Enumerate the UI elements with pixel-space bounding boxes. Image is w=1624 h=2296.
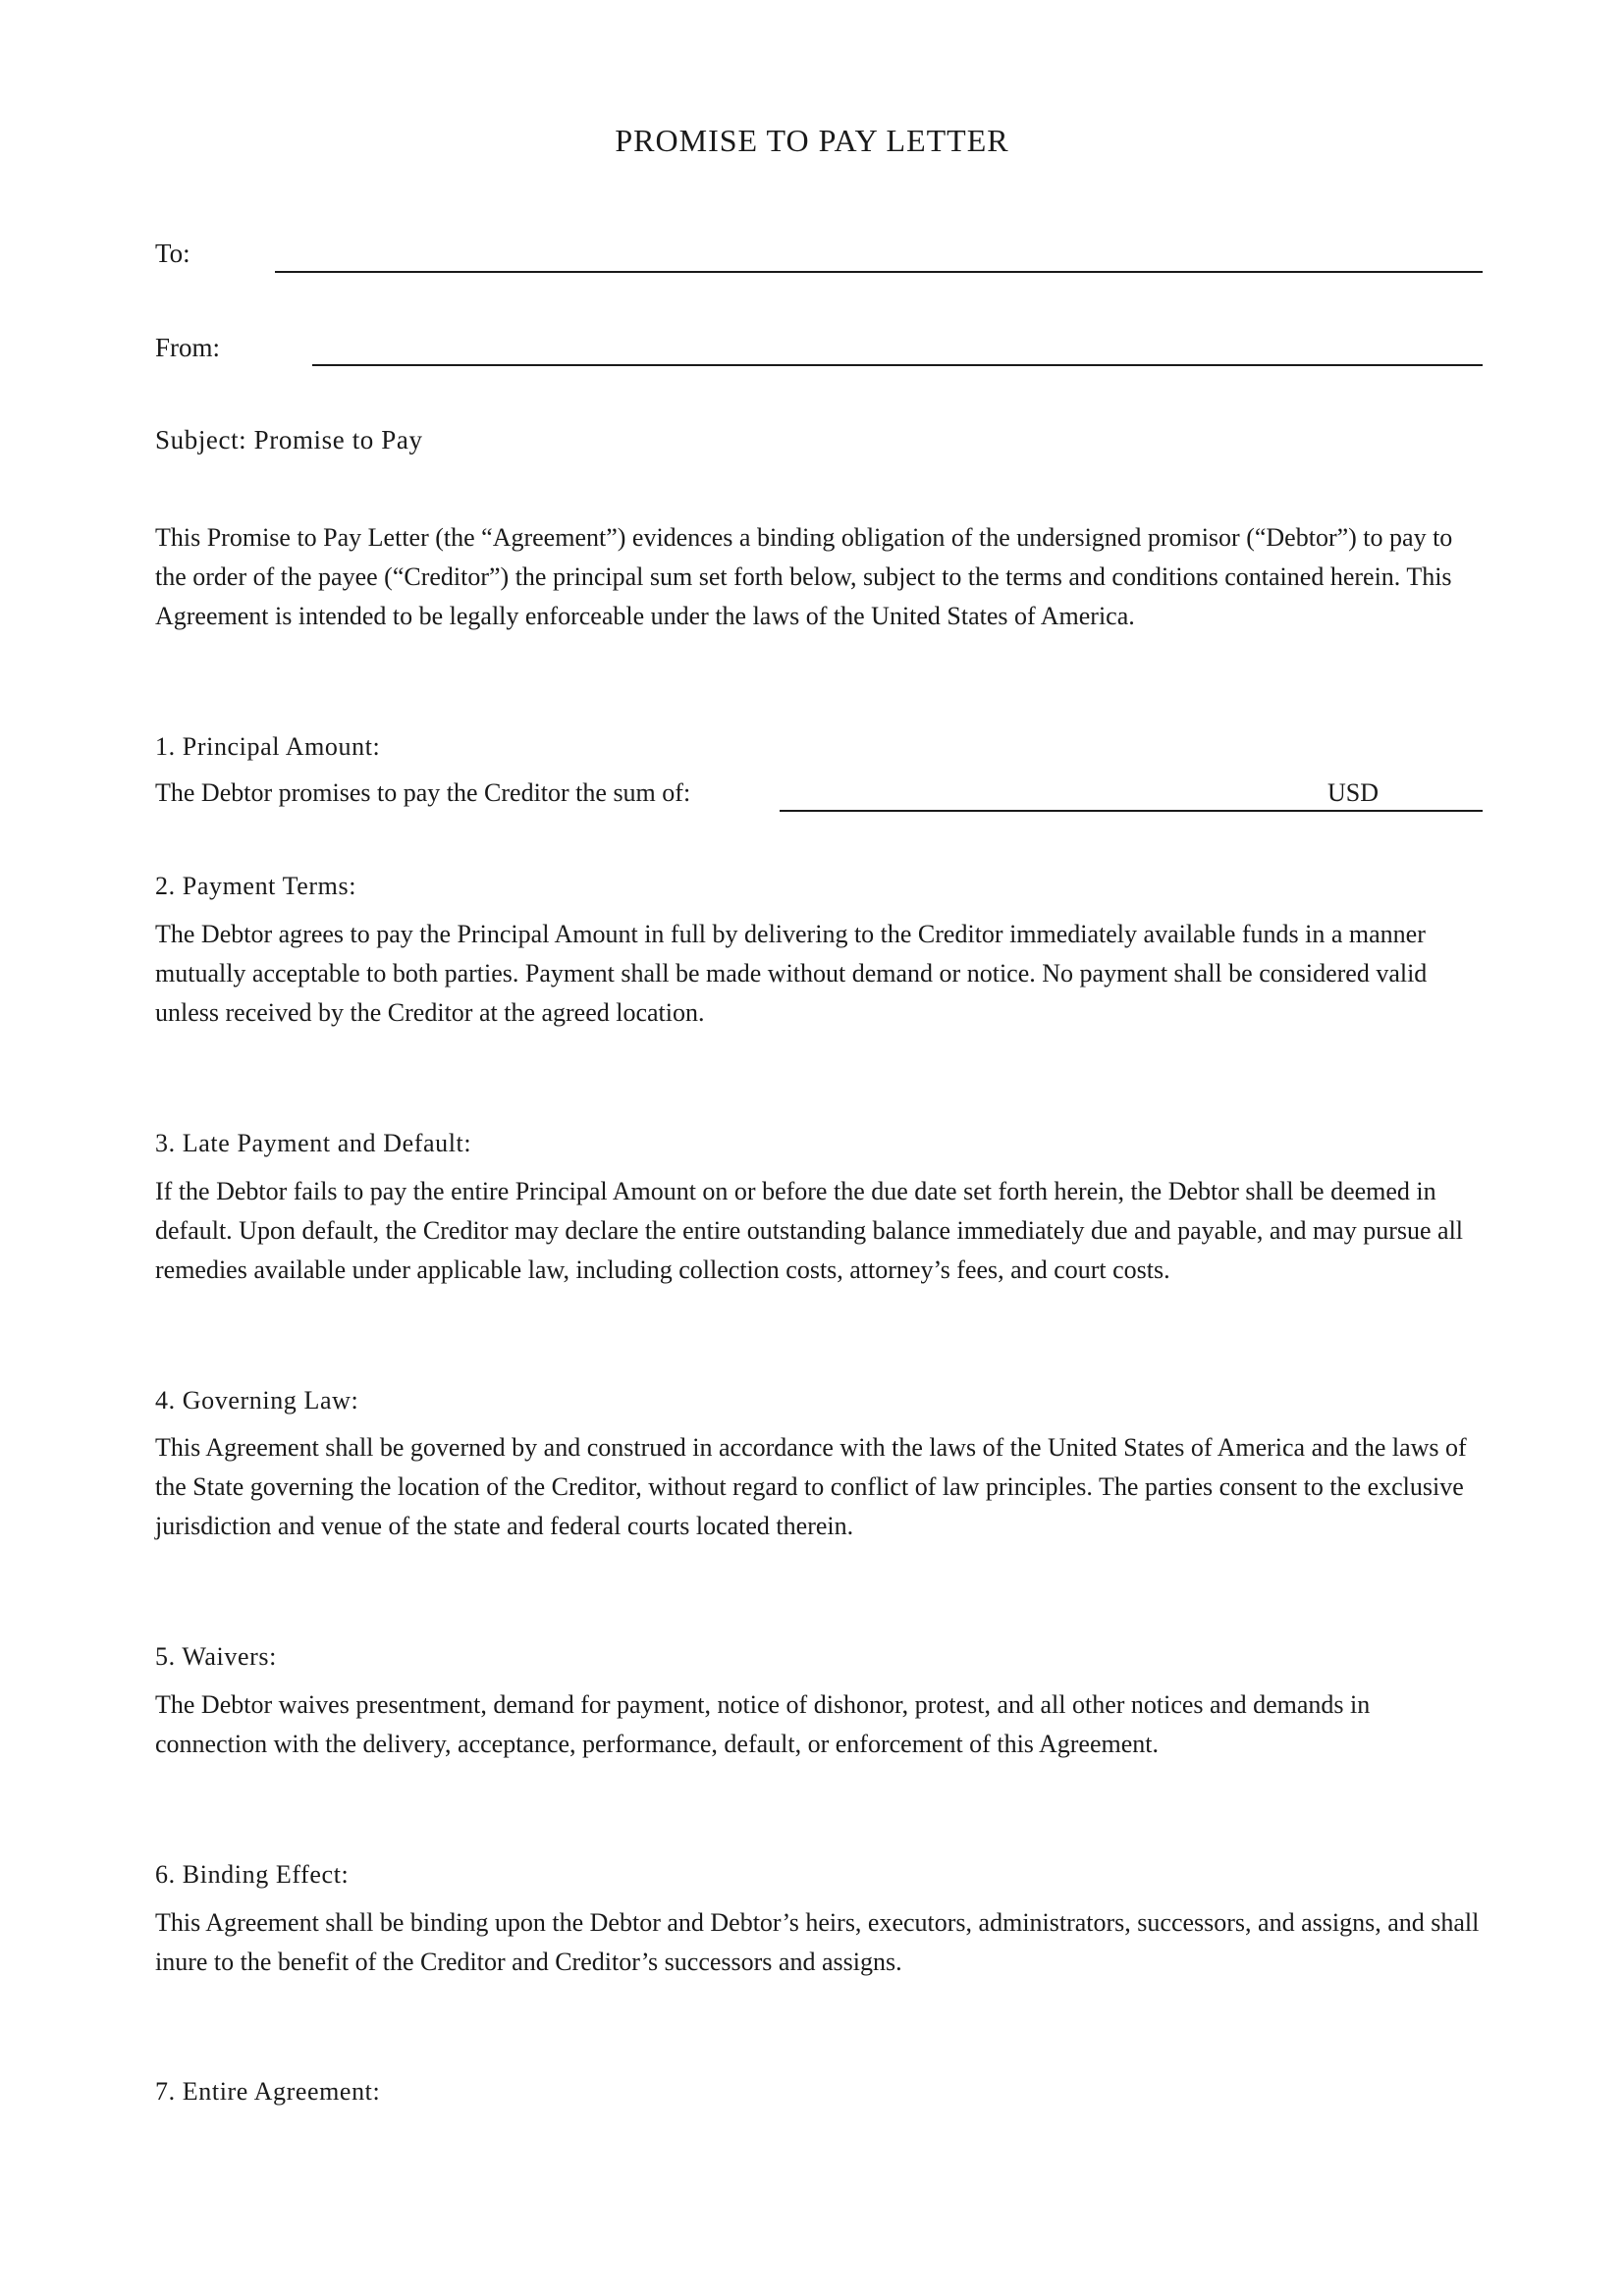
to-label: To: bbox=[155, 239, 190, 268]
principal-amount-field[interactable] bbox=[780, 810, 1483, 812]
section-text-waivers: The Debtor waives presentment, demand for payment, notice of dishonor, protest, and all other notices and demands in connection with the delivery, acceptance, performance, default, or enforcement of this Agreement. bbox=[155, 1690, 1371, 1758]
intro-paragraph: This Promise to Pay Letter (the “Agreement”) evidences a binding obligation of the undersigned promisor (“Debtor”) to pay to the order of the payee (“Creditor”) the principal sum set forth below, subject to the terms and conditions contained herein. This Agreement is intended to be legally enforceable under the laws of the United States of America. bbox=[155, 523, 1453, 630]
currency-label: USD bbox=[1327, 778, 1380, 807]
from-label: From: bbox=[155, 333, 221, 362]
section-heading-governing-law: 4. Governing Law: bbox=[155, 1386, 359, 1415]
section-heading-waivers: 5. Waivers: bbox=[155, 1642, 277, 1671]
section-text-binding-effect: This Agreement shall be binding upon the Debtor and Debtor’s heirs, executors, administrators, successors, and assigns, and shall inure to the benefit of the Creditor and Creditor’s successors and assigns. bbox=[155, 1908, 1480, 1976]
section-heading-principal-amount: 1. Principal Amount: bbox=[155, 732, 381, 761]
document-title: PROMISE TO PAY LETTER bbox=[615, 123, 1009, 158]
section-heading-entire-agreement: 7. Entire Agreement: bbox=[155, 2077, 381, 2106]
section-text-payment-terms: The Debtor agrees to pay the Principal Amount in full by delivering to the Creditor immediately available funds in a manner mutually acceptable to both parties. Payment shall be made without demand or notice. No payment shall be considered valid unless received by the Creditor at the agreed location. bbox=[155, 920, 1428, 1027]
to-field[interactable] bbox=[275, 271, 1483, 273]
principal-amount-text: The Debtor promises to pay the Creditor the sum of: bbox=[155, 778, 691, 807]
section-text-late-payment: If the Debtor fails to pay the entire Principal Amount on or before the due date set forth herein, the Debtor shall be deemed in default. Upon default, the Creditor may declare the entire outstanding balance immediately due and payable, and may pursue all remedies available under applicable law, including collection costs, attorney’s fees, and court costs. bbox=[155, 1177, 1464, 1284]
section-heading-payment-terms: 2. Payment Terms: bbox=[155, 872, 357, 900]
subject-line: Subject: Promise to Pay bbox=[155, 425, 423, 454]
section-heading-binding-effect: 6. Binding Effect: bbox=[155, 1860, 350, 1889]
section-heading-late-payment: 3. Late Payment and Default: bbox=[155, 1129, 472, 1157]
from-field[interactable] bbox=[312, 364, 1483, 366]
section-text-governing-law: This Agreement shall be governed by and construed in accordance with the laws of the United States of America and the laws of the State governing the location of the Creditor, without regard to conflict of law principles. The parties consent to the exclusive jurisdiction and venue of the state and federal courts located therein. bbox=[155, 1433, 1467, 1540]
